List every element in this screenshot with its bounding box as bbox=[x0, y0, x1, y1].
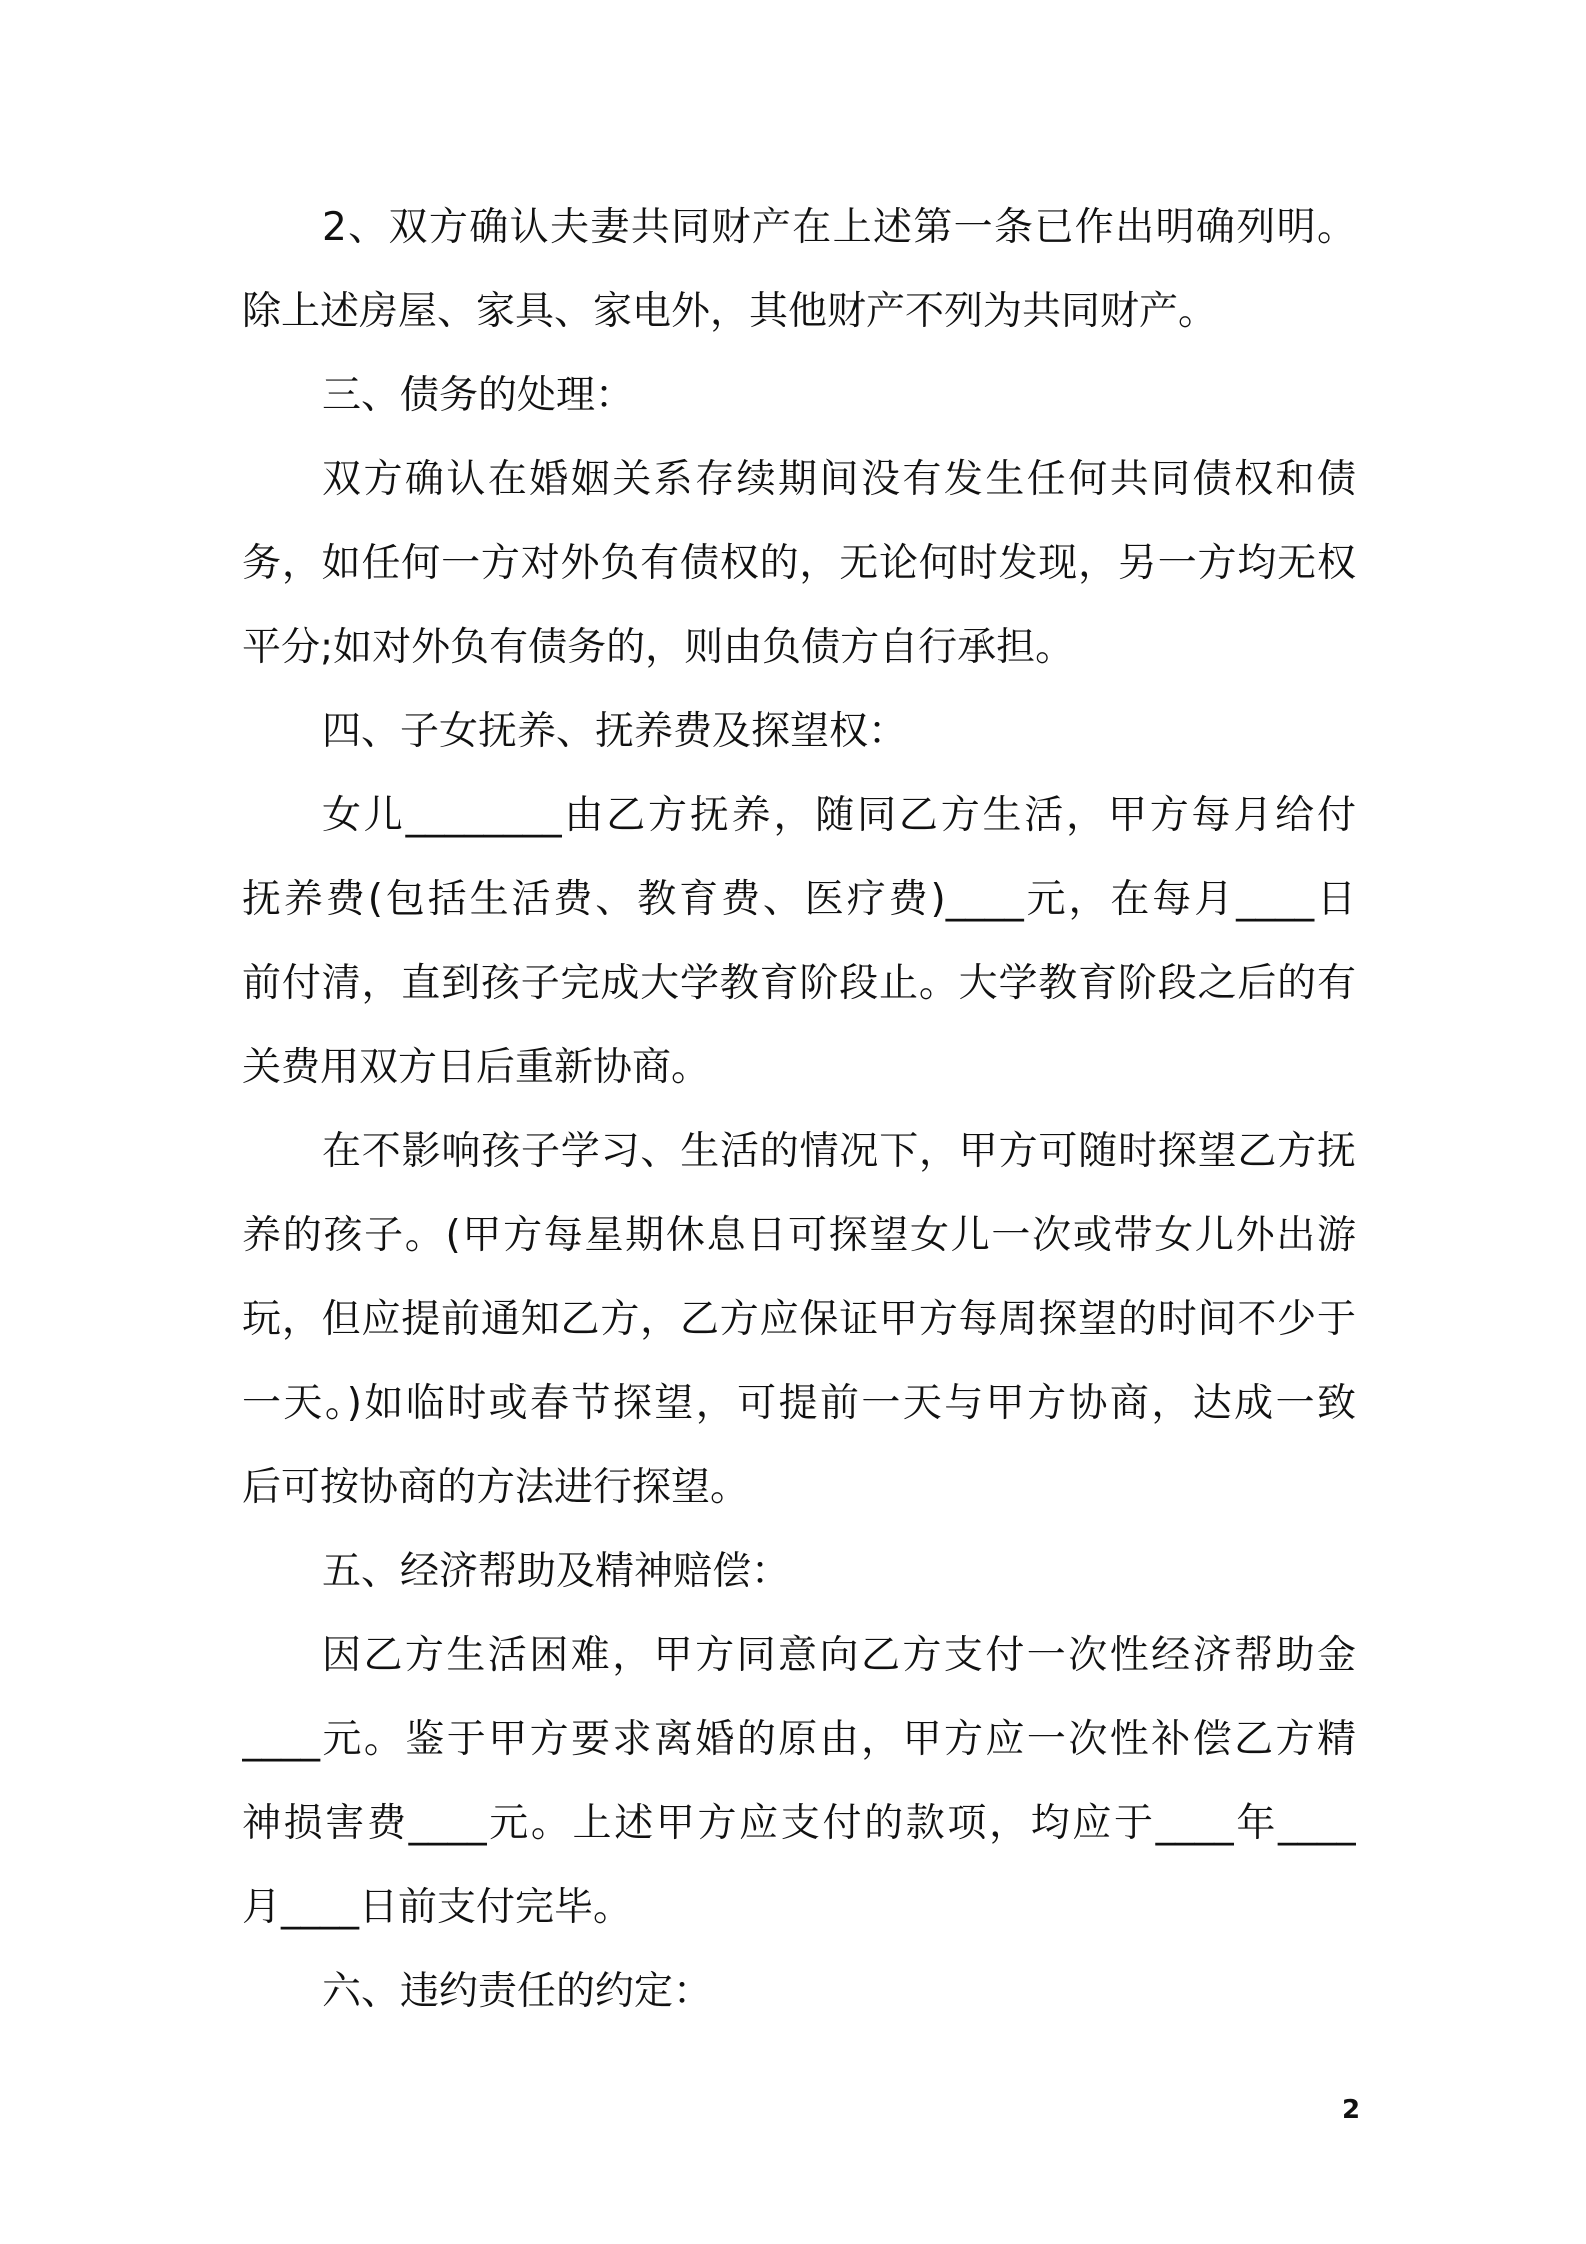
child-support-paragraph bbox=[242, 774, 1356, 1110]
text-line: 除上述房屋、家具、家电外，其他财产不列为共同财产。 bbox=[242, 289, 1218, 334]
section-4-heading bbox=[242, 690, 1356, 774]
text-line: 在不影响孩子学习、生活的情况下，甲方可随时探望乙方抚 bbox=[322, 1129, 1356, 1174]
section-6-heading bbox=[242, 1950, 1356, 2034]
heading-line: 五、经济帮助及精神赔偿： bbox=[322, 1549, 791, 1594]
text-line: 后可按协商的方法进行探望。 bbox=[242, 1465, 750, 1510]
visitation-paragraph bbox=[242, 1110, 1356, 1530]
debt-paragraph bbox=[242, 438, 1356, 690]
text-line: 关费用双方日后重新协商。 bbox=[242, 1045, 711, 1090]
section-5-heading bbox=[242, 1530, 1356, 1614]
text-line: 因乙方生活困难，甲方同意向乙方支付一次性经济帮助金 bbox=[322, 1633, 1356, 1678]
section-3-heading bbox=[242, 354, 1356, 438]
document-body bbox=[242, 186, 1356, 2034]
text-line: 2、双方确认夫妻共同财产在上述第一条已作出明确列明。 bbox=[322, 205, 1356, 250]
text-line: 前付清，直到孩子完成大学教育阶段止。大学教育阶段之后的有 bbox=[242, 961, 1356, 1006]
text-line: 双方确认在婚姻关系存续期间没有发生任何共同债权和债 bbox=[322, 457, 1356, 502]
compensation-paragraph bbox=[242, 1614, 1356, 1950]
clause-2-property-paragraph bbox=[242, 186, 1356, 354]
text-line: 务，如任何一方对外负有债权的，无论何时发现，另一方均无权 bbox=[242, 541, 1356, 586]
page-number: 2 bbox=[1341, 2095, 1361, 2125]
text-line: ____元。鉴于甲方要求离婚的原由，甲方应一次性补偿乙方精 bbox=[242, 1717, 1356, 1762]
text-line: 抚养费(包括生活费、教育费、医疗费)____元，在每月____日 bbox=[242, 877, 1356, 922]
heading-line: 三、债务的处理： bbox=[322, 373, 635, 418]
text-line: 月____日前支付完毕。 bbox=[242, 1885, 633, 1930]
text-line: 一天。)如临时或春节探望，可提前一天与甲方协商，达成一致 bbox=[242, 1381, 1356, 1426]
text-line: 神损害费____元。上述甲方应支付的款项，均应于____年____ bbox=[242, 1801, 1356, 1846]
heading-line: 四、子女抚养、抚养费及探望权： bbox=[322, 709, 908, 754]
text-line: 平分;如对外负有债务的，则由负债方自行承担。 bbox=[242, 625, 1075, 670]
heading-line: 六、违约责任的约定： bbox=[322, 1969, 713, 2014]
text-line: 女儿________由乙方抚养，随同乙方生活，甲方每月给付 bbox=[322, 793, 1356, 838]
text-line: 玩，但应提前通知乙方，乙方应保证甲方每周探望的时间不少于 bbox=[242, 1297, 1356, 1342]
text-line: 养的孩子。(甲方每星期休息日可探望女儿一次或带女儿外出游 bbox=[242, 1213, 1356, 1258]
